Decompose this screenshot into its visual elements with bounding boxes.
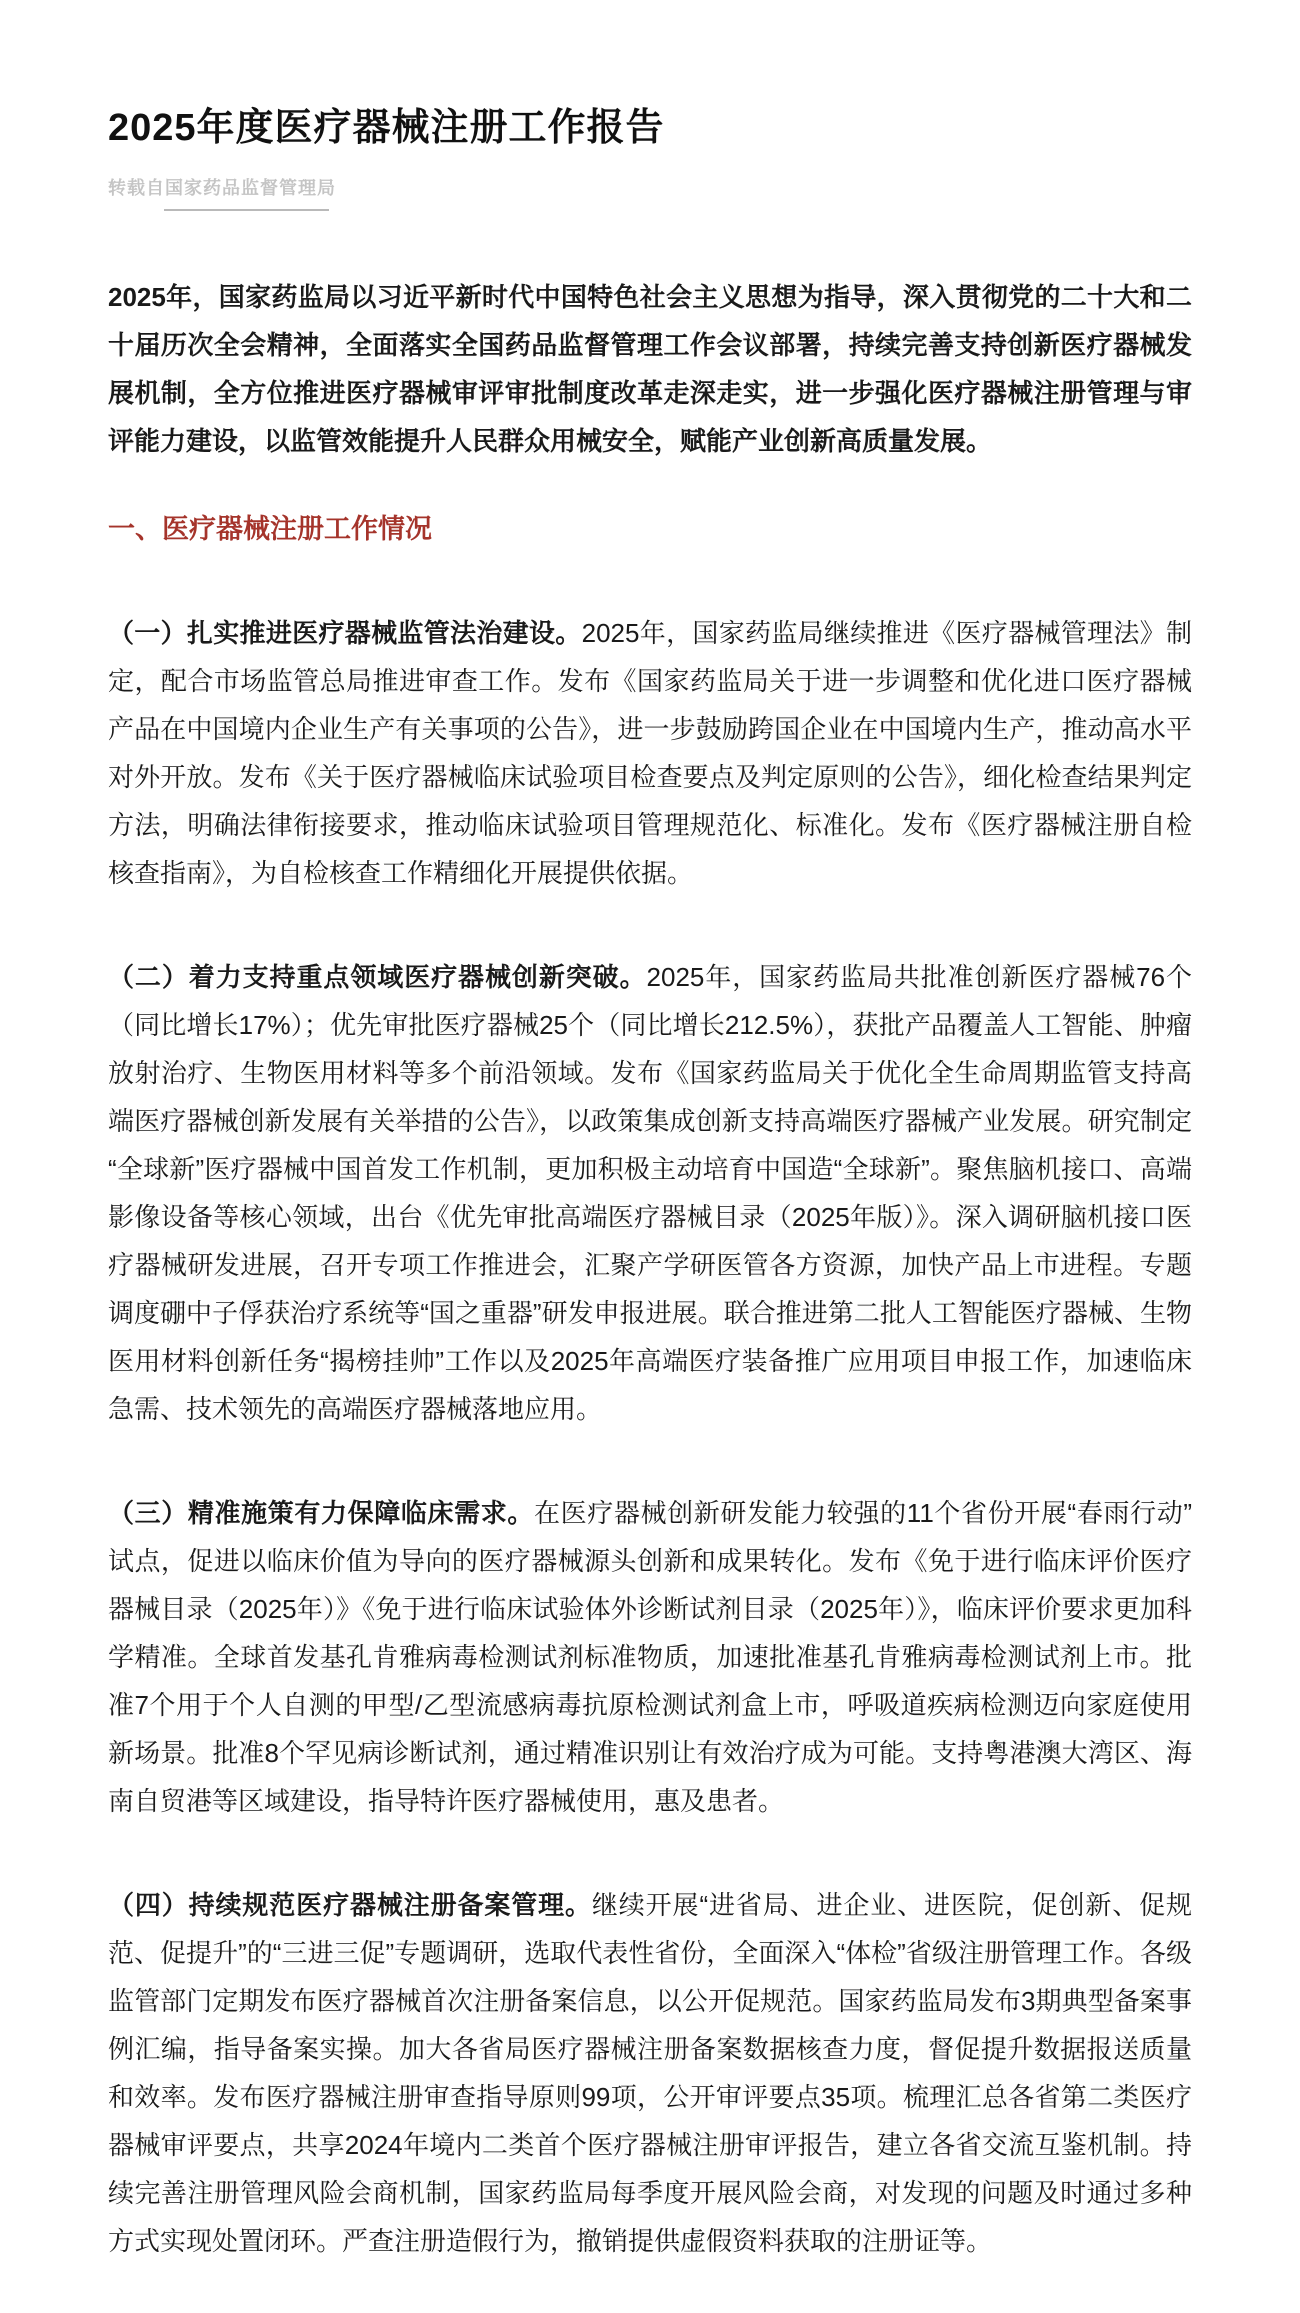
report-paragraph-3 [108,1489,1192,1825]
report-paragraph-2 [108,953,1192,1433]
paragraph-4-lead: （四）持续规范医疗器械注册备案管理。 [108,1889,592,1920]
paragraph-3-body: 在医疗器械创新研发能力较强的11个省份开展“春雨行动”试点，促进以临床价值为导向的医疗器械源头创新和成果转化。发布《免于进行临床评价医疗器械目录（2025年）》《免于进行临床试验体外诊断试剂目录（2025年）》，临床评价要求更加科学精准。全球首发基孔肯雅病毒检测试剂标准物质，加速批准基孔肯雅病毒检测试剂上市。批准7个用于个人自测的甲型/乙型流感病毒抗原检测试剂盒上市，呼吸道疾病检测迈向家庭使用新场景。批准8个罕见病诊断试剂，通过精准识别让有效治疗成为可能。支持粤港澳大湾区、海南自贸港等区域建设，指导特许医疗器械使用，惠及患者。 [108,1497,1192,1816]
paragraph-2-body: 2025年，国家药监局共批准创新医疗器械76个（同比增长17%）；优先审批医疗器械25个（同比增长212.5%），获批产品覆盖人工智能、肿瘤放射治疗、生物医用材料等多个前沿领域。发布《国家药监局关于优化全生命周期监管支持高端医疗器械创新发展有关举措的公告》，以政策集成创新支持高端医疗器械产业发展。研究制定“全球新”医疗器械中国首发工作机制，更加积极主动培育中国造“全球新”。聚焦脑机接口、高端影像设备等核心领域，出台《优先审批高端医疗器械目录（2025年版）》。深入调研脑机接口医疗器械研发进展，召开专项工作推进会，汇聚产学研医管各方资源，加快产品上市进程。专题调度硼中子俘获治疗系统等“国之重器”研发申报进展。联合推进第二批人工智能医疗器械、生物医用材料创新任务“揭榜挂帅”工作以及2025年高端医疗装备推广应用项目申报工作，加速临床急需、技术领先的高端医疗器械落地应用。 [108,961,1192,1424]
section-heading: 一、医疗器械注册工作情况 [108,513,432,544]
intro-paragraph: 2025年，国家药监局以习近平新时代中国特色社会主义思想为指导，深入贯彻党的二十大和二十届历次全会精神，全面落实全国药品监督管理工作会议部署，持续完善支持创新医疗器械发展机制，全方位推进医疗器械审评审批制度改革走深走实，进一步强化医疗器械注册管理与审评能力建设，以监管效能提升人民群众用械安全，赋能产业创新高质量发展。 [108,281,1192,456]
report-paragraph-1 [108,609,1192,897]
subtitle-underline-divider [164,209,329,211]
paragraph-4-body: 继续开展“进省局、进企业、进医院，促创新、促规范、促提升”的“三进三促”专题调研，选取代表性省份，全面深入“体检”省级注册管理工作。各级监管部门定期发布医疗器械首次注册备案信息，以公开促规范。国家药监局发布3期典型备案事例汇编，指导备案实操。加大各省局医疗器械注册备案数据核查力度，督促提升数据报送质量和效率。发布医疗器械注册审查指导原则99项，公开审评要点35项。梳理汇总各省第二类医疗器械审评要点，共享2024年境内二类首个医疗器械注册审评报告，建立各省交流互鉴机制。持续完善注册管理风险会商机制，国家药监局每季度开展风险会商，对发现的问题及时通过多种方式实现处置闭环。严查注册造假行为，撤销提供虚假资料获取的注册证等。 [108,1889,1192,2256]
paragraph-1-lead: （一）扎实推进医疗器械监管法治建设。 [108,617,582,648]
report-paragraph-4 [108,1881,1192,2265]
page-subtitle: 转载自国家药品监督管理局 [108,177,336,198]
paragraph-2-lead: （二）着力支持重点领域医疗器械创新突破。 [108,961,647,992]
paragraph-3-lead: （三）精准施策有力保障临床需求。 [108,1497,535,1528]
page-title: 2025年度医疗器械注册工作报告 [108,107,665,149]
paragraph-1-body: 2025年，国家药监局继续推进《医疗器械管理法》制定，配合市场监管总局推进审查工作。发布《国家药监局关于进一步调整和优化进口医疗器械产品在中国境内企业生产有关事项的公告》，进一步鼓励跨国企业在中国境内生产，推动高水平对外开放。发布《关于医疗器械临床试验项目检查要点及判定原则的公告》，细化检查结果判定方法，明确法律衔接要求，推动临床试验项目管理规范化、标准化。发布《医疗器械注册自检核查指南》，为自检核查工作精细化开展提供依据。 [108,617,1192,888]
